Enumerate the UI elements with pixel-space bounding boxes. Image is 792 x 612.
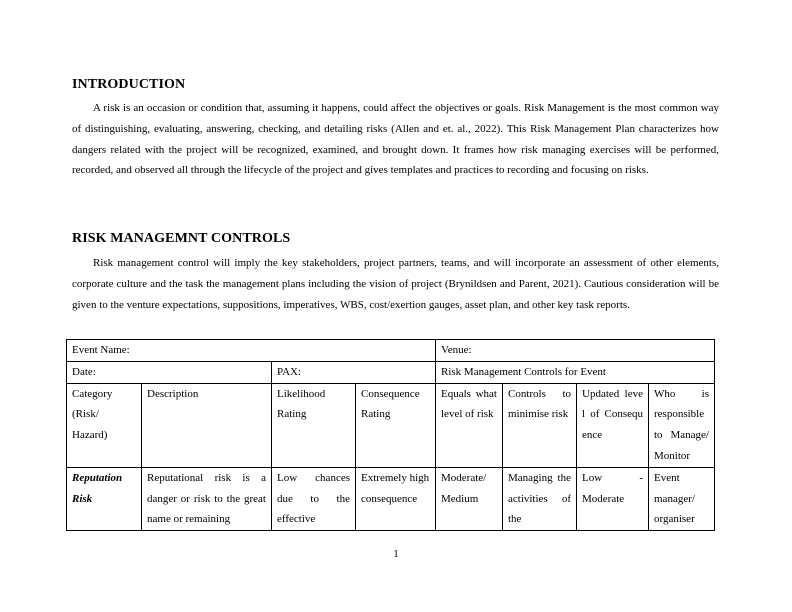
row-category: Reputation Risk <box>67 467 142 530</box>
introduction-paragraph: A risk is an occasion or condition that, assuming it happens, could affect the objectives or goals. Risk Management is the most common way of distinguishing, evaluating, answering, checking, and detailing risks (Allen and et. al., 2022). This Risk Management Plan characterizes how dangers related with the project will be recognized, examined, and brought down. It frames how risk managing exercises will be performed, recorded, and observed all through the lifecycle of the project and gives templates and practices to recording and focusing on risks. <box>72 102 719 177</box>
header-category: Category (Risk/ Hazard) <box>67 383 142 467</box>
venue-cell: Venue: <box>436 340 715 362</box>
venue-value-cell: Risk Management Controls for Event <box>436 361 715 383</box>
header-equals: Equals what level of risk <box>436 383 503 467</box>
header-description: Description <box>142 383 272 467</box>
event-name-cell: Event Name: <box>67 340 436 362</box>
pax-cell: PAX: <box>272 361 436 383</box>
header-controls: Controls to minimise risk <box>503 383 577 467</box>
row-equals: Moderate/ Medium <box>436 467 503 530</box>
header-updated: Updated level of Consequence <box>577 383 649 467</box>
risk-controls-table <box>66 339 715 531</box>
row-controls: Managing the activities of the <box>503 467 577 530</box>
date-cell: Date: <box>67 361 272 383</box>
row-description: Reputational risk is a danger or risk to the great name or remaining <box>142 467 272 530</box>
table-row-event <box>67 340 715 362</box>
row-consequence: Extremely high consequence <box>356 467 436 530</box>
page-number: 1 <box>393 548 399 560</box>
row-who: Event manager/ organiser <box>649 467 715 530</box>
table-header-row <box>67 383 715 467</box>
row-updated: Low - Moderate <box>577 467 649 530</box>
introduction-heading: INTRODUCTION <box>72 77 186 92</box>
risk-controls-heading: RISK MANAGEMNT CONTROLS <box>72 231 291 246</box>
header-likelihood: Likelihood Rating <box>272 383 356 467</box>
row-likelihood: Low chances due to the effective <box>272 467 356 530</box>
header-consequence: Consequence Rating <box>356 383 436 467</box>
header-who: Who is responsible to Manage/ Monitor <box>649 383 715 467</box>
table-row-date <box>67 361 715 383</box>
table-row <box>67 467 715 530</box>
risk-controls-paragraph: Risk management control will imply the key stakeholders, project partners, teams, and will incorporate an assessment of other elements, corporate culture and the task the management plans including the vision of project (Brynildsen and Parent, 2021). Cautious consideration will be given to the venture expectations, suppositions, imperatives, WBS, cost/exertion gauges, asset plan, and other key task reports. <box>72 257 719 311</box>
